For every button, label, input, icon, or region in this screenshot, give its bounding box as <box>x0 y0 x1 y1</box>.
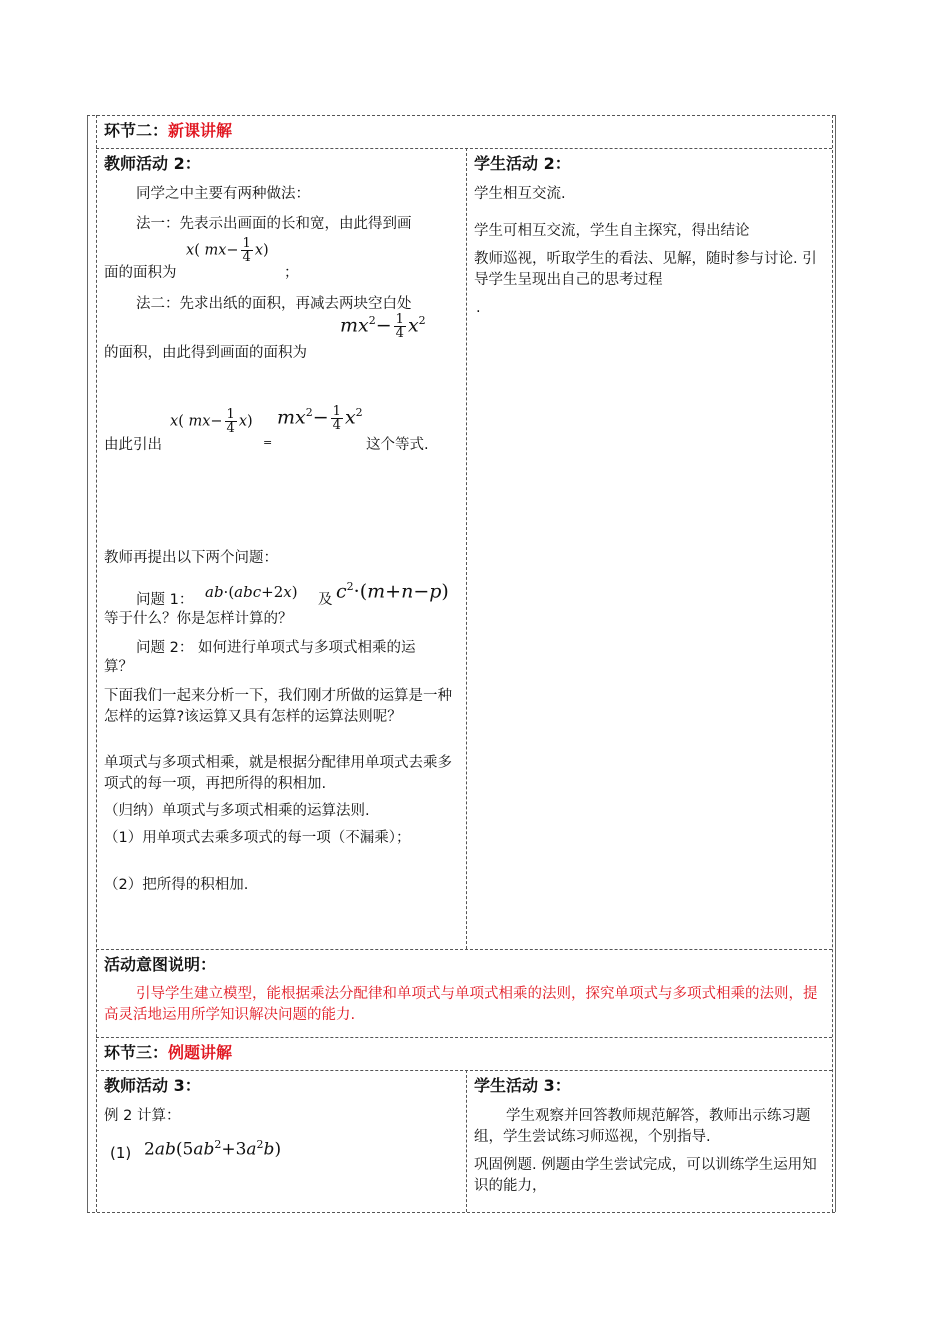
row-divider <box>87 1212 835 1213</box>
teacher-line: 的面积，由此得到画面的面积为 <box>104 345 307 361</box>
row-divider <box>96 148 832 149</box>
teacher-activity-3-title: 教师活动 3： <box>104 1076 201 1095</box>
teacher-paragraph: （2）把所得的积相加. <box>104 877 249 893</box>
formula-q1-b: $c^2\cdot(m+n-p)$ <box>336 580 449 603</box>
teacher-line: 由此引出 <box>104 437 162 453</box>
table-right-border <box>835 115 836 1212</box>
row-divider <box>96 1070 832 1071</box>
formula-left-side: x( mx− $\frac{1}{4}$ x) <box>170 407 253 436</box>
column-divider <box>466 1070 467 1212</box>
teacher-line: 等于什么？你是怎样计算的？ <box>104 611 293 627</box>
example-label: 例 2 计算： <box>104 1108 181 1124</box>
teacher-line: 法一：先表示出画面的长和宽，由此得到画 <box>136 216 412 232</box>
teacher-line: 教师再提出以下两个问题： <box>104 550 278 566</box>
student-line: 教师巡视，听取学生的看法、见解，随时参与讨论. 引导学生呈现出自己的思考过程 <box>474 251 817 288</box>
student-line: 学生相互交流. <box>474 186 566 202</box>
teacher-paragraph: （归纳）单项式与多项式相乘的运算法则. <box>104 803 370 819</box>
inner-right-border <box>832 115 833 1212</box>
teacher-line: 及 <box>318 592 333 608</box>
student-line: . <box>476 300 481 316</box>
teacher-paragraph: 下面我们一起来分析一下，我们刚才所做的运算是一种怎样的运算?该运算又具有怎样的运算法则呢？ <box>104 688 452 725</box>
intent-title: 活动意图说明： <box>104 955 217 974</box>
teacher-line: 面的面积为 <box>104 265 177 281</box>
section2-heading: 环节二：新课讲解 <box>104 121 233 140</box>
example-item-label: (1) <box>110 1144 132 1162</box>
teacher-line: 这个等式. <box>366 437 429 453</box>
student-paragraph: 学生观察并回答教师规范解答，教师出示练习题组，学生尝试练习师巡视，个别指导. <box>474 1108 811 1145</box>
teacher-line: 法二：先求出纸的面积，再减去两块空白处 <box>136 296 412 312</box>
teacher-line: 算？ <box>104 659 133 675</box>
formula-method1: x( mx− $\frac{1}{4}$ x) <box>186 236 269 265</box>
inner-left-border <box>96 115 97 1212</box>
row-divider <box>87 115 835 116</box>
formula-method2: $mx^2-$ $\frac{1}{4}$ $x^2$ <box>340 312 426 341</box>
row-divider <box>96 1037 832 1038</box>
teacher-paragraph: （1）用单项式去乘多项式的每一项（不漏乘）； <box>104 830 411 846</box>
equals-sign: = <box>263 436 273 449</box>
table-left-border <box>87 115 88 1212</box>
teacher-line: 同学之中主要有两种做法： <box>136 186 310 202</box>
teacher-activity-2-title: 教师活动 2： <box>104 154 201 173</box>
section3-heading: 环节三：例题讲解 <box>104 1043 233 1062</box>
row-divider <box>96 949 832 950</box>
student-activity-2-title: 学生活动 2： <box>474 154 571 173</box>
student-activity-3-title: 学生活动 3： <box>474 1076 571 1095</box>
formula-right-side: $mx^2-$ $\frac{1}{4}$ $x^2$ <box>277 404 363 433</box>
column-divider <box>466 148 467 949</box>
teacher-paragraph: 单项式与多项式相乘，就是根据分配律用单项式去乘多项式的每一项，再把所得的积相加. <box>104 755 452 792</box>
teacher-line: ； <box>284 265 299 281</box>
student-paragraph: 巩固例题. 例题由学生尝试完成，可以训练学生运用知识的能力， <box>474 1157 817 1194</box>
teacher-line: 问题 2： 如何进行单项式与多项式相乘的运 <box>136 640 416 656</box>
student-line: 学生可相互交流，学生自主探究，得出结论 <box>474 223 750 239</box>
intent-text: 引导学生建立模型，能根据乘法分配律和单项式与单项式相乘的法则，探究单项式与多项式相乘的法则，提高灵活地运用所学知识解决问题的能力. <box>104 986 818 1023</box>
formula-example1: $2ab(5ab^2+3a^2b)$ <box>144 1138 282 1160</box>
formula-q1-a: ab·(abc+2x) <box>205 583 298 601</box>
question1-label: 问题 1： <box>136 592 194 608</box>
